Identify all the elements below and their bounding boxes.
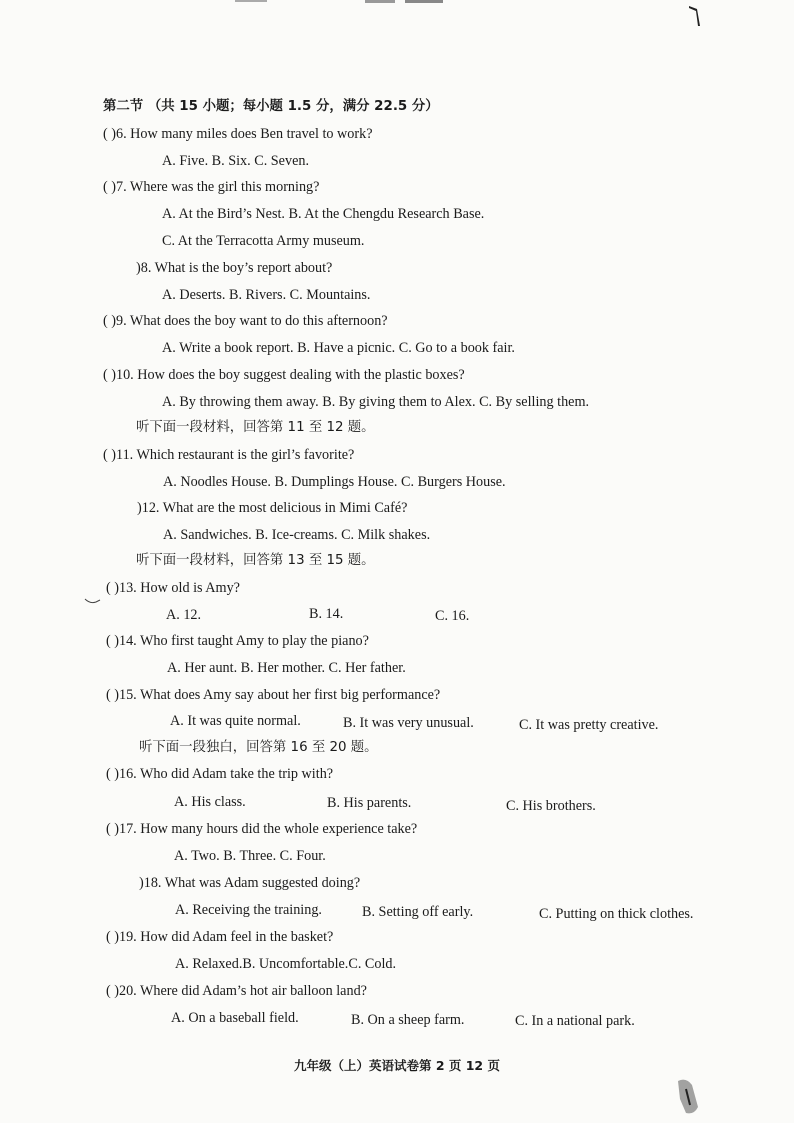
- question-20: ( )20. Where did Adam’s hot air balloon land?: [106, 983, 367, 999]
- question-7: ( )7. Where was the girl this morning?: [103, 179, 320, 195]
- question-14-options: A. Her aunt. B. Her mother. C. Her father.: [167, 660, 406, 676]
- question-19-options: A. Relaxed.B. Uncomfortable.C. Cold.: [175, 956, 397, 972]
- question-11: ( )11. Which restaurant is the girl’s favorite?: [103, 447, 355, 463]
- question-13-option-c: C. 16.: [435, 608, 470, 624]
- question-16: ( )16. Who did Adam take the trip with?: [106, 766, 334, 782]
- question-15: ( )15. What does Amy say about her first big performance?: [106, 687, 441, 703]
- question-16-option-b: B. His parents.: [327, 795, 412, 811]
- question-15-option-c: C. It was pretty creative.: [519, 717, 659, 733]
- section-header: 第二节 （共 15 小题；每小题 1.5 分，满分 22.5 分）: [103, 99, 439, 114]
- question-10: ( )10. How does the boy suggest dealing with the plastic boxes?: [103, 367, 465, 383]
- question-13-option-a: A. 12.: [166, 607, 202, 623]
- question-14: ( )14. Who first taught Amy to play the piano?: [106, 633, 369, 649]
- question-13: ( )13. How old is Amy?: [106, 580, 240, 596]
- question-18-option-b: B. Setting off early.: [362, 904, 474, 920]
- corner-mark-icon: [688, 4, 702, 28]
- question-10-options: A. By throwing them away. B. By giving them to Alex. C. By selling them.: [162, 394, 590, 410]
- question-13-option-b: B. 14.: [309, 606, 344, 622]
- scan-edge-artifact: [0, 0, 794, 8]
- question-8-options: A. Deserts. B. Rivers. C. Mountains.: [162, 287, 371, 303]
- question-18: )18. What was Adam suggested doing?: [139, 875, 361, 891]
- question-6-options: A. Five. B. Six. C. Seven.: [162, 153, 310, 169]
- question-12: )12. What are the most delicious in Mimi Café?: [137, 500, 408, 516]
- question-8: )8. What is the boy’s report about?: [136, 260, 333, 276]
- question-6: ( )6. How many miles does Ben travel to work?: [103, 126, 373, 142]
- scan-smudge-icon: [672, 1075, 704, 1117]
- question-9: ( )9. What does the boy want to do this afternoon?: [103, 313, 388, 329]
- question-12-options: A. Sandwiches. B. Ice-creams. C. Milk shakes.: [163, 527, 431, 543]
- question-20-option-a: A. On a baseball field.: [171, 1010, 299, 1026]
- question-11-options: A. Noodles House. B. Dumplings House. C. Burgers House.: [163, 474, 506, 490]
- question-20-option-c: C. In a national park.: [515, 1013, 635, 1029]
- page-footer: 九年级（上）英语试卷第 2 页 12 页: [293, 1058, 500, 1073]
- question-9-options: A. Write a book report. B. Have a picnic. C. Go to a book fair.: [162, 340, 515, 356]
- question-15-option-a: A. It was quite normal.: [170, 713, 301, 729]
- question-16-option-c: C. His brothers.: [506, 798, 596, 814]
- instruction-16-20: 听下面一段独白，回答第 16 至 20 题。: [139, 740, 378, 755]
- instruction-11-12: 听下面一段材料，回答第 11 至 12 题。: [136, 420, 375, 435]
- question-7-options-1: A. At the Bird’s Nest. B. At the Chengdu Research Base.: [162, 206, 485, 222]
- question-17-options: A. Two. B. Three. C. Four.: [174, 848, 326, 864]
- question-18-option-c: C. Putting on thick clothes.: [539, 906, 694, 922]
- question-16-option-a: A. His class.: [174, 794, 246, 810]
- question-17: ( )17. How many hours did the whole experience take?: [106, 821, 418, 837]
- question-20-option-b: B. On a sheep farm.: [351, 1012, 465, 1028]
- pen-mark-icon: [84, 596, 102, 606]
- question-7-options-2: C. At the Terracotta Army museum.: [162, 233, 365, 249]
- question-15-option-b: B. It was very unusual.: [343, 715, 474, 731]
- instruction-13-15: 听下面一段材料，回答第 13 至 15 题。: [136, 553, 375, 568]
- question-18-option-a: A. Receiving the training.: [175, 902, 322, 918]
- question-19: ( )19. How did Adam feel in the basket?: [106, 929, 334, 945]
